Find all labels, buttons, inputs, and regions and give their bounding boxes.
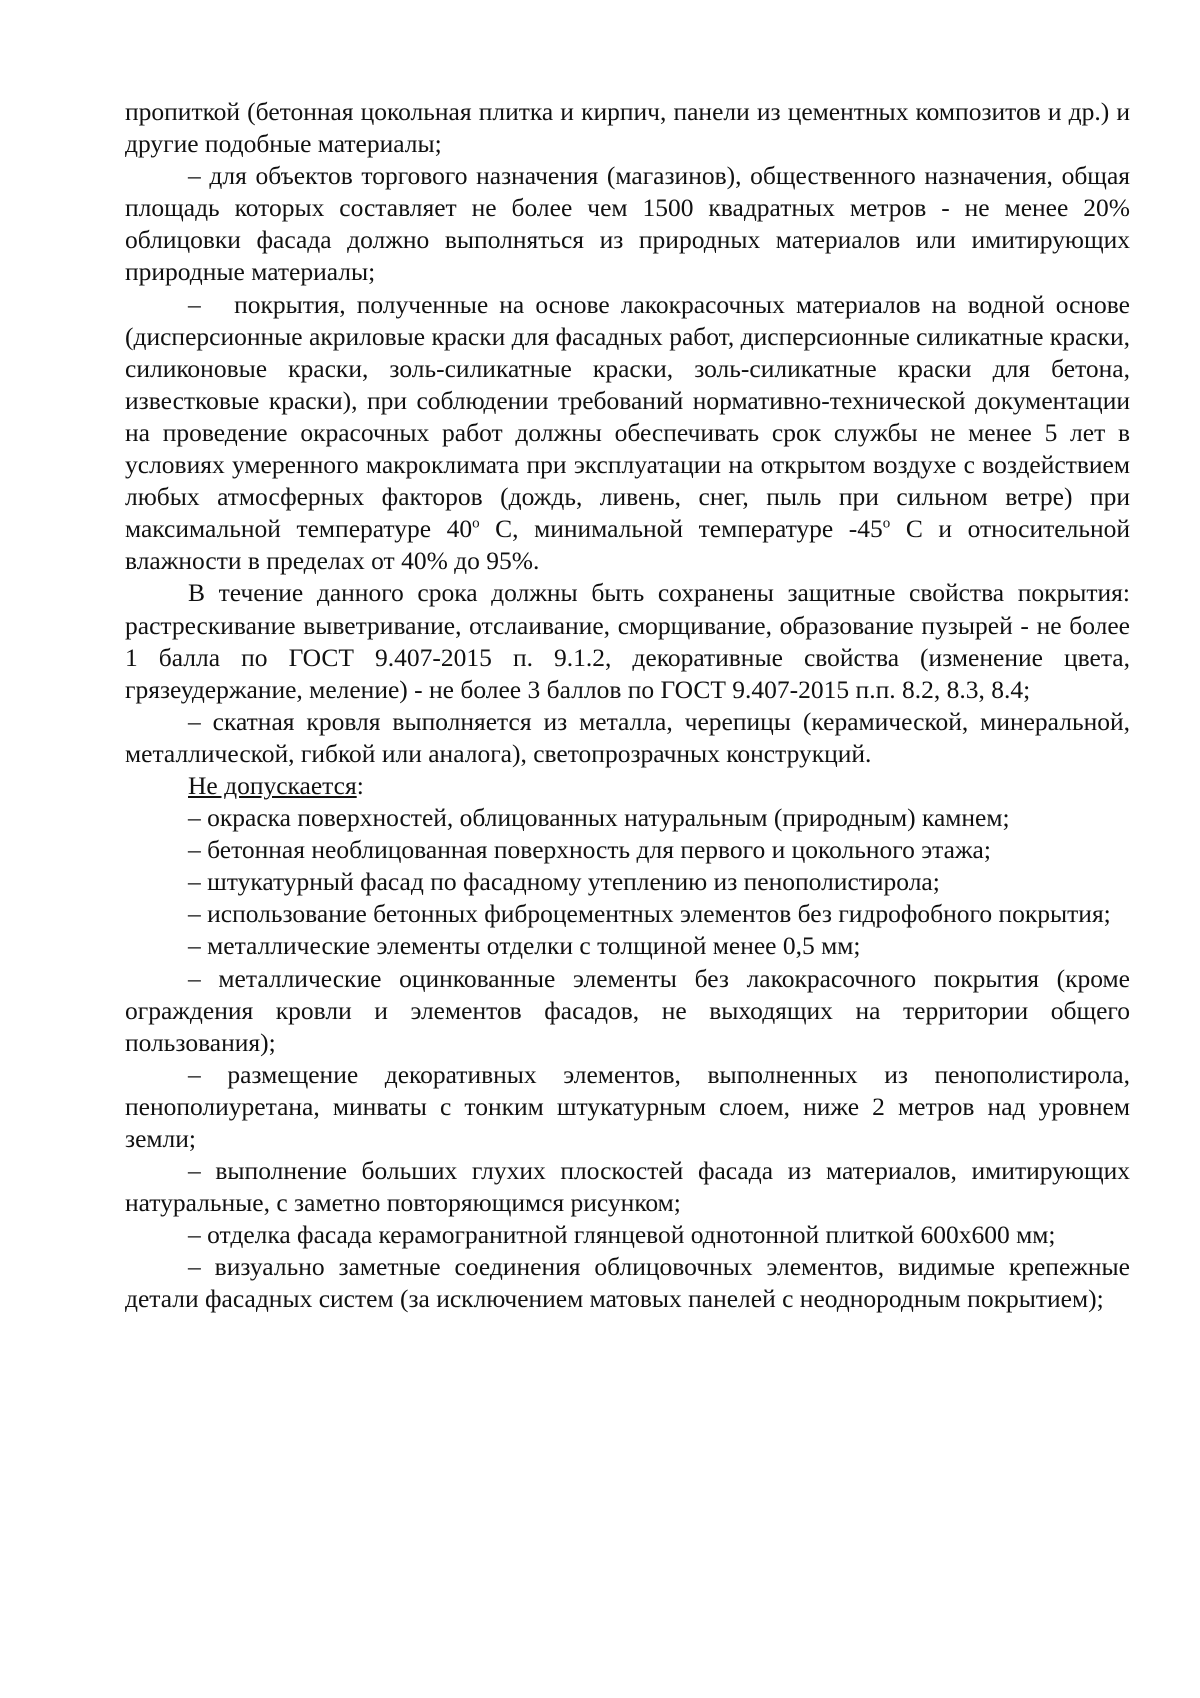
list-item: – отделка фасада керамогранитной глянцевой однотонной плиткой 600х600 мм; <box>188 1220 1056 1250</box>
list-item: – использование бетонных фиброцементных элементов без гидрофобного покрытия; <box>188 899 1111 929</box>
heading-colon: : <box>356 770 364 800</box>
list-item: – металлические элементы отделки с толщиной менее 0,5 мм; <box>188 931 861 961</box>
list-item: – штукатурный фасад по фасадному утеплению из пенополистирола; <box>188 867 940 897</box>
paragraph-continuation: пропиткой (бетонная цокольная плитка и кирпич, панели из цементных композитов и др.) и другие подобные материалы; <box>125 97 1130 159</box>
paint-coatings-text-c: С и относительной влажности в пределах от 40% до 95%. <box>125 514 1131 576</box>
paragraph-pitched-roof: – скатная кровля выполняется из металла, черепицы (керамической, минеральной, металлической, гибкой или аналога), светопрозрачных конструкций. <box>125 706 1130 768</box>
not-allowed-heading <box>125 770 1130 802</box>
paint-coatings-text-b: С, минимальной температуре -45 <box>479 514 883 544</box>
list-item: – визуально заметные соединения облицовочных элементов, видимые крепежные детали фасадных систем (за исключением матовых панелей с неоднородным покрытием); <box>125 1252 1130 1314</box>
paragraph-protective-properties: В течение данного срока должны быть сохранены защитные свойства покрытия: растрескивание выветривание, отслаивание, сморщивание, образование пузырей - не более 1 балла по ГОСТ 9.407-2015 п. 9.1.2, декоративные свойства (изменение цвета, грязеудержание, меление) - не более 3 баллов по ГОСТ 9.407-2015 п.п. 8.2, 8.3, 8.4; <box>125 578 1130 704</box>
list-item: – металлические оцинкованные элементы без лакокрасочного покрытия (кроме ограждения кровли и элементов фасадов, не выходящих на территории общего пользования); <box>125 963 1130 1057</box>
list-item: – бетонная необлицованная поверхность для первого и цокольного этажа; <box>188 835 991 865</box>
list-dash: – <box>188 289 201 319</box>
list-item: – размещение декоративных элементов, выполненных из пенополистирола, пенополиуретана, минваты с тонким штукатурным слоем, ниже 2 метров над уровнем земли; <box>125 1059 1130 1153</box>
list-item: – выполнение больших глухих плоскостей фасада из материалов, имитирующих натуральные, с заметно повторяющимся рисунком; <box>125 1156 1130 1218</box>
degree-mark: о <box>472 515 480 532</box>
paragraph-trade-objects: – для объектов торгового назначения (магазинов), общественного назначения, общая площадь которых составляет не более чем 1500 квадратных метров - не менее 20% облицовки фасада должно выполняться из природных материалов или имитирующих природные материалы; <box>125 161 1130 287</box>
document-body <box>125 96 1130 1316</box>
degree-mark: о <box>882 515 891 532</box>
paragraph-paint-coatings <box>125 289 1130 578</box>
list-item: – окраска поверхностей, облицованных натуральным (природным) камнем; <box>188 803 1010 833</box>
not-allowed-label: Не допускается <box>188 770 357 800</box>
paint-coatings-text: покрытия, полученные на основе лакокрасочных материалов на водной основе (дисперсионные акриловые краски для фасадных работ, дисперсионные силикатные краски, силиконовые краски, золь-силикатные краски, золь-силикатные краски для бетона, известковые краски), при соблюдении требований нормативно-технической документации на проведение окрасочных работ должны обеспечивать срок службы не менее 5 лет в условиях умеренного макроклимата при эксплуатации на открытом воздухе с воздействием любых атмосферных факторов (дождь, ливень, снег, пыль при сильном ветре) при максимальной температуре 40 <box>125 289 1131 544</box>
